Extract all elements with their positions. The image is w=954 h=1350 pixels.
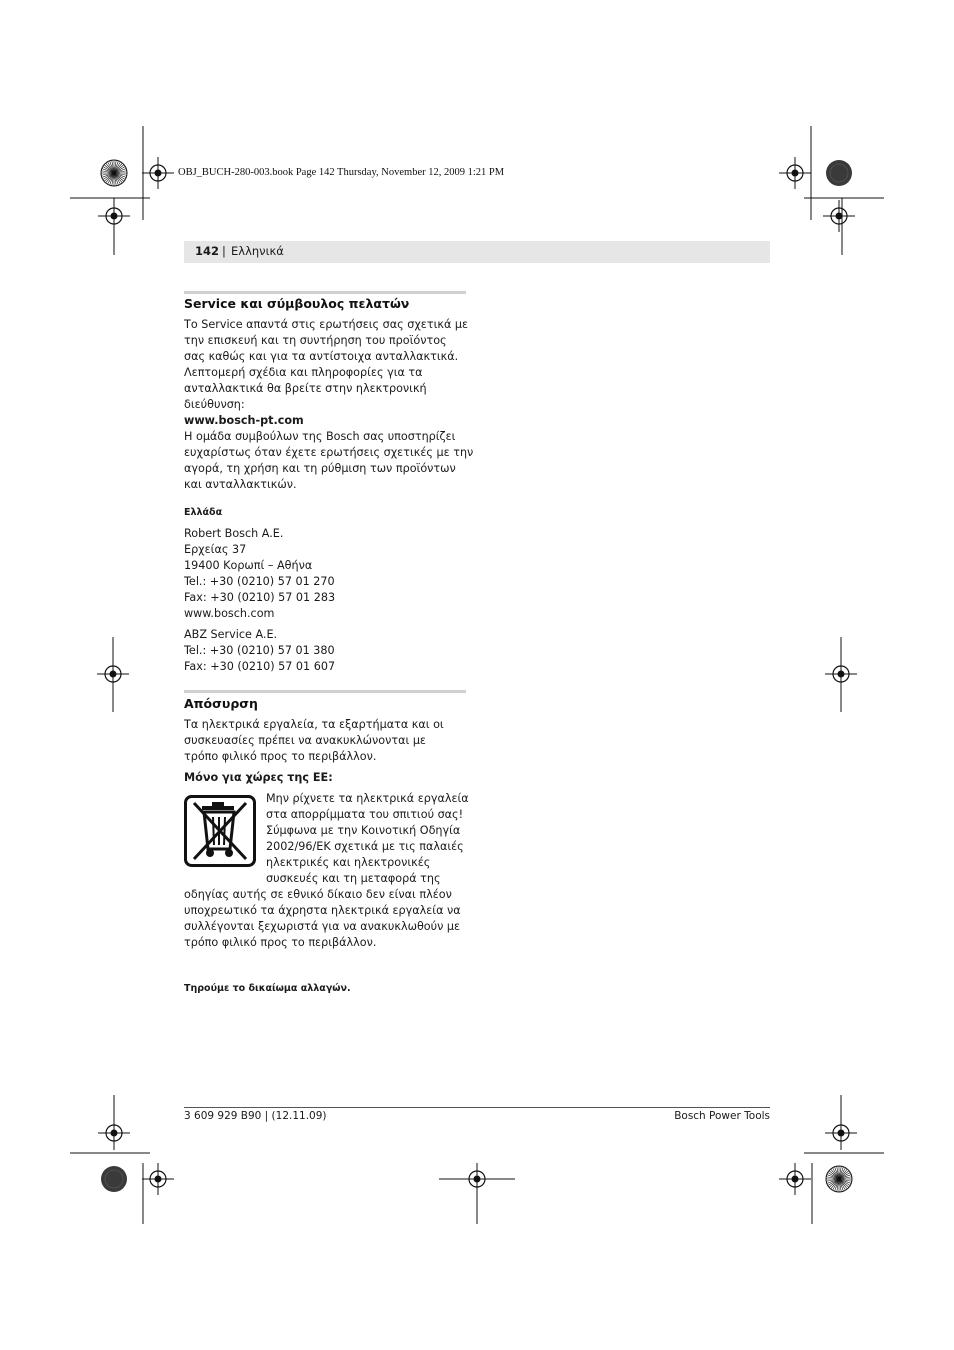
address-line: 19400 Κορωπί – Αθήνα — [184, 559, 313, 572]
header-language: Ελληνικά — [231, 244, 284, 258]
text-line: και ανταλλακτικών. — [184, 478, 297, 491]
rights-note: Τηρούμε το δικαίωμα αλλαγών. — [184, 983, 351, 994]
text-line: συλλέγονται ξεχωριστά για να ανακυκλωθούν με — [184, 920, 461, 933]
disposal-warning — [266, 791, 469, 887]
service-heading: Service και σύμβουλος πελατών — [184, 296, 410, 311]
text-line: τρόπο φιλικό προς το περιβάλλον. — [184, 750, 377, 763]
address-line: ABZ Service A.E. — [184, 628, 278, 641]
country-heading: Ελλάδα — [184, 507, 223, 518]
header-separator: | — [222, 244, 226, 258]
text-line: σας καθώς και για τα αντίστοιχα ανταλλακτικά. — [184, 350, 459, 363]
text-line: την επισκευή και τη συντήρηση του προϊόντος — [184, 334, 447, 347]
crossed-out-wheelie-bin-icon — [184, 795, 256, 867]
disposal-heading: Απόσυρση — [184, 696, 258, 711]
text-line: Τα ηλεκτρικά εργαλεία, τα εξαρτήματα και οι — [184, 718, 444, 731]
registration-target-dot — [836, 213, 843, 220]
address-website[interactable]: www.bosch.com — [184, 607, 275, 620]
text-line: Η ομάδα συμβούλων της Bosch σας υποστηρίζει — [184, 430, 456, 443]
disposal-intro — [184, 717, 468, 765]
address-line: Tel.: +30 (0210) 57 01 380 — [184, 644, 335, 657]
text-line: ευχαρίστως όταν έχετε ερωτήσεις σχετικές με την — [184, 446, 474, 459]
text-line: αγορά, τη χρήση και τη ρύθμιση των προϊόντων — [184, 462, 456, 475]
section-rule — [184, 690, 466, 693]
footer-rule — [184, 1107, 770, 1108]
registration-target-dot — [792, 170, 799, 177]
registration-target-dot — [155, 1176, 162, 1183]
address-line: Robert Bosch A.E. — [184, 527, 284, 540]
registration-target-dot — [155, 170, 162, 177]
text-line: Μην ρίχνετε τα ηλεκτρικά εργαλεία — [266, 792, 469, 805]
text-line: διεύθυνση: — [184, 398, 245, 411]
print-info: OBJ_BUCH-280-003.book Page 142 Thursday, November 12, 2009 1:21 PM — [178, 167, 505, 178]
address-line: Ερχείας 37 — [184, 543, 247, 556]
text-line: ανταλλακτικά θα βρείτε στην ηλεκτρονική — [184, 382, 427, 395]
footer-code: 3 609 929 B90 | (12.11.09) — [184, 1110, 327, 1122]
text-line: τρόπο φιλικό προς το περιβάλλον. — [184, 936, 377, 949]
section-rule — [184, 291, 466, 294]
text-line: στα απορρίμματα του σπιτιού σας! — [266, 808, 464, 821]
address-line: Fax: +30 (0210) 57 01 283 — [184, 591, 336, 604]
text-line: Το Service απαντά στις ερωτήσεις σας σχετικά με — [184, 318, 469, 331]
text-line: συσκευασίες πρέπει να ανακυκλώνονται με — [184, 734, 426, 747]
text-line: 2002/96/ΕΚ σχετικά με τις παλαιές — [266, 840, 464, 853]
text-line: Σύμφωνα με την Κοινοτική Οδηγία — [266, 824, 461, 837]
address-line: Tel.: +30 (0210) 57 01 270 — [184, 575, 335, 588]
page-header — [184, 241, 770, 263]
website-link[interactable]: www.bosch-pt.com — [184, 414, 304, 427]
text-line: συσκευές και τη μεταφορά της — [266, 872, 441, 885]
address-block — [184, 526, 468, 622]
eu-only-label: Μόνο για χώρες της ΕΕ: — [184, 771, 333, 784]
footer-brand: Bosch Power Tools — [674, 1110, 770, 1122]
service-intro — [184, 317, 474, 493]
disposal-directive-text — [184, 887, 468, 951]
text-line: υποχρεωτικό τα άχρηστα ηλεκτρικά εργαλεία να — [184, 904, 461, 917]
registration-target-dot — [792, 1176, 799, 1183]
text-line: Λεπτομερή σχέδια και πληροφορίες για τα — [184, 366, 423, 379]
page-number: 142 — [195, 244, 220, 258]
text-line: ηλεκτρικές και ηλεκτρονικές — [266, 856, 431, 869]
address-line: Fax: +30 (0210) 57 01 607 — [184, 660, 336, 673]
text-line: οδηγίας αυτής σε εθνικό δίκαιο δεν είναι πλέον — [184, 888, 452, 901]
abz-block — [184, 627, 468, 675]
